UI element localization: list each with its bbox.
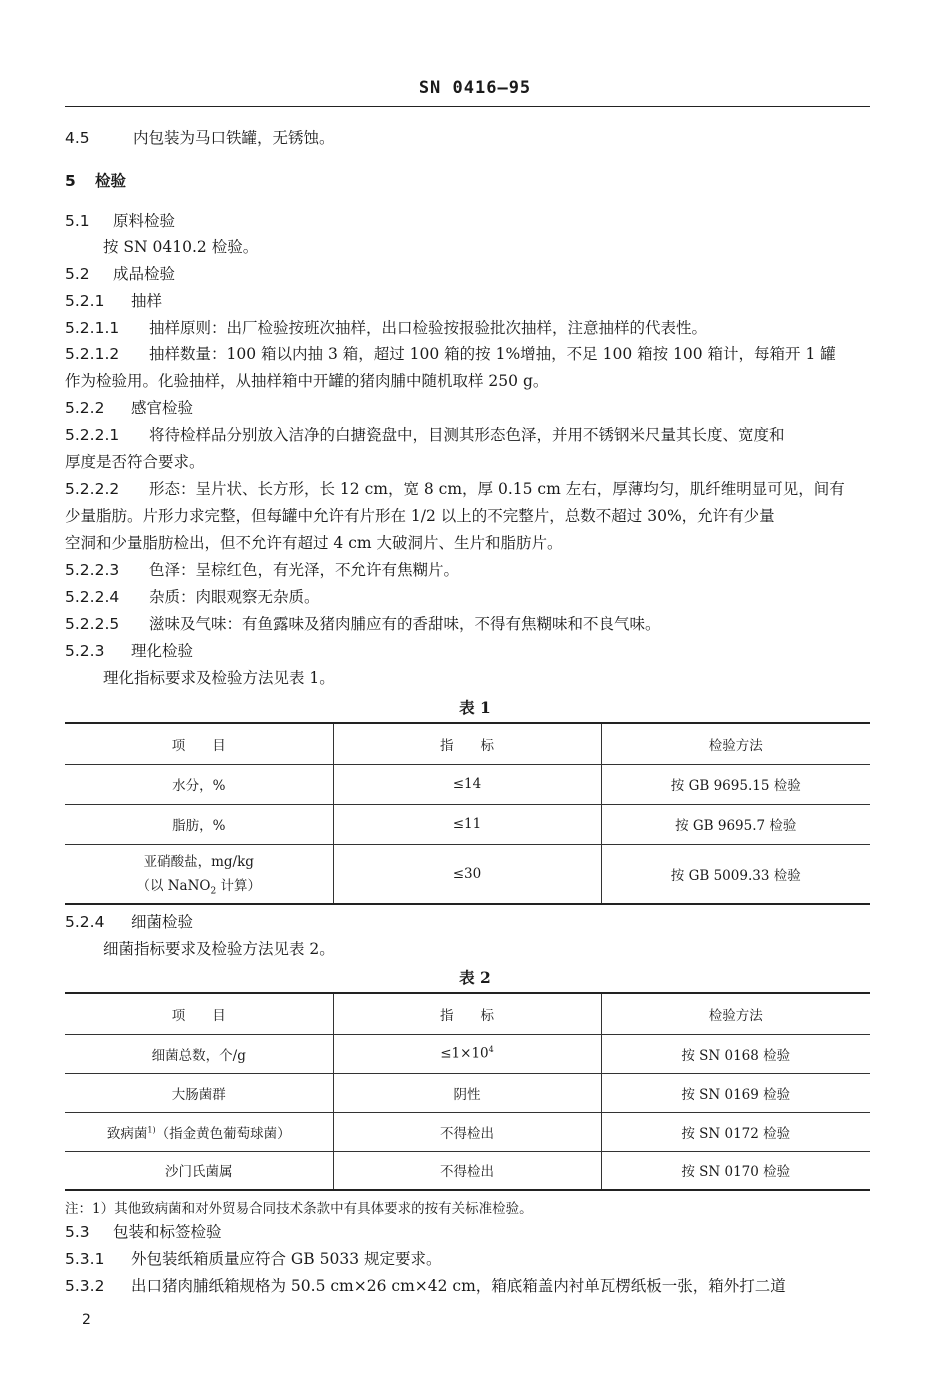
clause-5-2-2-4 — [65, 586, 320, 608]
clause-text: 理化检验 — [131, 642, 194, 660]
cell-item — [65, 1112, 333, 1151]
section-title: 检验 — [95, 171, 127, 190]
cell-index: ≤30 — [333, 844, 601, 904]
cell-method: 按 SN 0168 检验 — [601, 1034, 870, 1073]
clause-text: 成品检验 — [113, 265, 176, 283]
clause-text: 滋味及气味：有鱼露味及猪肉脯应有的香甜味，不得有焦糊味和不良气味。 — [149, 615, 661, 633]
sub-prefix: （以 NaNO — [136, 878, 211, 895]
clause-5-1-body: 按 SN 0410.2 检验。 — [103, 238, 259, 256]
cell-method: 按 SN 0172 检验 — [601, 1112, 870, 1151]
clause-number: 5.2.2.5 — [65, 615, 120, 633]
clause-5-2-2 — [65, 397, 193, 419]
exponent: 4 — [488, 1045, 494, 1055]
table-row — [65, 1073, 870, 1112]
cell-method: 按 SN 0169 检验 — [601, 1073, 870, 1112]
clause-number: 5.2.1.1 — [65, 319, 120, 337]
document-code: SN 0416—95 — [418, 78, 532, 98]
clause-text: 原料检验 — [113, 212, 176, 230]
table-row — [65, 1112, 870, 1151]
cell-index — [333, 1034, 601, 1073]
table-1 — [65, 722, 870, 905]
clause-5-2-1-2 — [65, 343, 836, 365]
cell-method: 按 GB 9695.7 检验 — [601, 804, 870, 844]
clause-5-2-3-body: 理化指标要求及检验方法见表 1。 — [103, 669, 335, 687]
cell-item-base: 致病菌 — [106, 1125, 148, 1142]
clause-text: 内包装为马口铁罐，无锈蚀。 — [133, 129, 335, 147]
column-header-method: 检验方法 — [601, 723, 870, 764]
table-row — [65, 1151, 870, 1190]
table-row — [65, 764, 870, 804]
clause-number: 5.2.1.2 — [65, 345, 120, 363]
cell-index-base: ≤1×10 — [440, 1045, 489, 1062]
cell-item: 沙门氏菌属 — [65, 1151, 333, 1190]
cell-index: 不得检出 — [333, 1151, 601, 1190]
clause-5-2-2-2-cont1: 少量脂肪。片形力求完整，但每罐中允许有片形在 1/2 以上的不完整片，总数不超过 30%，允许有少量 — [65, 507, 775, 525]
column-header-item: 项 目 — [65, 993, 333, 1034]
cell-index: 阴性 — [333, 1073, 601, 1112]
clause-text: 色泽：呈棕红色，有光泽，不允许有焦糊片。 — [149, 561, 460, 579]
clause-number: 5.3.2 — [65, 1277, 105, 1295]
table-footnote: 注：1）其他致病菌和对外贸易合同技术条款中有具体要求的按有关标准检验。 — [65, 1201, 533, 1217]
header-divider — [65, 106, 870, 107]
clause-number: 5.3.1 — [65, 1250, 105, 1268]
cell-item: 水分，% — [65, 764, 333, 804]
section-number: 5 — [65, 172, 76, 190]
clause-5-2-4-body: 细菌指标要求及检验方法见表 2。 — [103, 940, 335, 958]
clause-5-3-2 — [65, 1275, 786, 1297]
table-row — [65, 804, 870, 844]
clause-text: 抽样原则：出厂检验按班次抽样，出口检验按报验批次抽样，注意抽样的代表性。 — [149, 319, 708, 337]
cell-item: 细菌总数，个/g — [65, 1034, 333, 1073]
cell-method: 按 GB 9695.15 检验 — [601, 764, 870, 804]
clause-5-2-2-1 — [65, 424, 785, 446]
clause-5-3 — [65, 1221, 222, 1243]
subscript: 2 — [210, 887, 217, 898]
cell-item-suffix: （指金黄色葡萄球菌） — [155, 1125, 291, 1142]
section-5-heading — [65, 170, 126, 192]
clause-5-2-2-3 — [65, 559, 459, 581]
clause-5-2-3 — [65, 640, 193, 662]
column-header-index: 指 标 — [333, 723, 601, 764]
clause-5-2-2-5 — [65, 613, 661, 635]
clause-5-2-2-2-cont2: 空洞和少量脂肪检出，但不允许有超过 4 cm 大破洞片、生片和脂肪片。 — [65, 534, 563, 552]
cell-method: 按 SN 0170 检验 — [601, 1151, 870, 1190]
column-header-index: 指 标 — [333, 993, 601, 1034]
clause-text: 包装和标签检验 — [113, 1223, 222, 1241]
table-2 — [65, 992, 870, 1191]
cell-item: 大肠菌群 — [65, 1073, 333, 1112]
clause-number: 5.2 — [65, 265, 90, 283]
table-1-caption: 表 1 — [459, 698, 491, 717]
cell-item-sub — [65, 874, 333, 897]
clause-text: 形态：呈片状、长方形，长 12 cm，宽 8 cm，厚 0.15 cm 左右，厚薄均匀，肌纤维明显可见，间有 — [149, 480, 845, 498]
clause-number: 5.2.2.2 — [65, 480, 120, 498]
clause-text: 抽样 — [131, 292, 163, 310]
table-header-row — [65, 723, 870, 764]
cell-index: ≤14 — [333, 764, 601, 804]
cell-index: 不得检出 — [333, 1112, 601, 1151]
cell-method: 按 GB 5009.33 检验 — [601, 844, 870, 904]
table-header-row — [65, 993, 870, 1034]
column-header-method: 检验方法 — [601, 993, 870, 1034]
table-row — [65, 844, 870, 904]
clause-number: 5.2.1 — [65, 292, 105, 310]
clause-number: 5.2.4 — [65, 913, 105, 931]
clause-5-2-2-2 — [65, 478, 845, 500]
table-row — [65, 1034, 870, 1073]
clause-number: 5.2.3 — [65, 642, 105, 660]
sub-suffix: 计算） — [216, 878, 262, 895]
clause-5-2-1-2-cont: 作为检验用。化验抽样，从抽样箱中开罐的猪肉脯中随机取样 250 g。 — [65, 372, 549, 390]
clause-text: 将待检样品分别放入洁净的白搪瓷盘中，目测其形态色泽，并用不锈钢米尺量其长度、宽度和 — [149, 426, 785, 444]
clause-5-1 — [65, 210, 175, 232]
clause-5-2-4 — [65, 911, 193, 933]
cell-item-main: 亚硝酸盐，mg/kg — [143, 854, 254, 871]
clause-text: 细菌检验 — [131, 913, 194, 931]
clause-number: 5.2.2.4 — [65, 588, 120, 606]
clause-number: 5.2.2.3 — [65, 561, 120, 579]
clause-text: 抽样数量：100 箱以内抽 3 箱，超过 100 箱的按 1%增抽，不足 100 箱按 100 箱计，每箱开 1 罐 — [149, 345, 836, 363]
clause-5-2-2-1-cont: 厚度是否符合要求。 — [65, 453, 205, 471]
clause-number: 5.2.2 — [65, 399, 105, 417]
clause-4-5 — [65, 127, 335, 149]
footnote-marker: 1) — [147, 1125, 156, 1134]
table-2-caption: 表 2 — [459, 968, 491, 987]
clause-text: 杂质：肉眼观察无杂质。 — [149, 588, 320, 606]
clause-text: 感官检验 — [131, 399, 194, 417]
cell-index: ≤11 — [333, 804, 601, 844]
clause-number: 5.3 — [65, 1223, 90, 1241]
clause-5-2 — [65, 263, 175, 285]
clause-text: 外包装纸箱质量应符合 GB 5033 规定要求。 — [131, 1250, 442, 1268]
clause-5-3-1 — [65, 1248, 442, 1270]
cell-item — [65, 844, 333, 904]
clause-number: 5.1 — [65, 212, 90, 230]
clause-text: 出口猪肉脯纸箱规格为 50.5 cm×26 cm×42 cm，箱底箱盖内衬单瓦楞纸板一张，箱外打二道 — [131, 1277, 786, 1295]
cell-item: 脂肪，% — [65, 804, 333, 844]
page-number: 2 — [82, 1312, 91, 1328]
clause-5-2-1-1 — [65, 317, 707, 339]
column-header-item: 项 目 — [65, 723, 333, 764]
clause-number: 4.5 — [65, 129, 90, 147]
clause-number: 5.2.2.1 — [65, 426, 120, 444]
clause-5-2-1 — [65, 290, 162, 312]
